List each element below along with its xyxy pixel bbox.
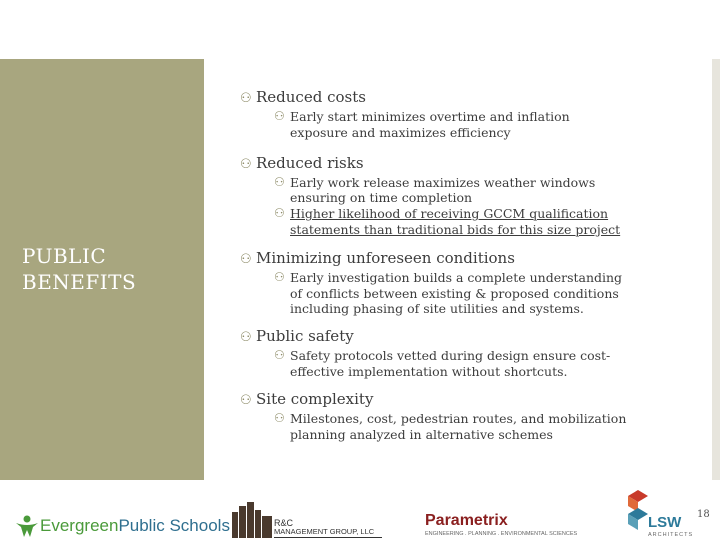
bullet-heading-text: Reduced risks <box>256 153 364 172</box>
sub-bullet <box>240 270 670 317</box>
bullet-heading <box>240 327 670 346</box>
bullet-list <box>240 88 670 442</box>
sub-bullet-icon: ⚇ <box>274 109 285 123</box>
sub-bullet-line: Higher likelihood of receiving GCCM qualification <box>290 206 609 222</box>
evergreen-word: Evergreen <box>40 516 119 535</box>
evergreen-logo-text <box>40 516 230 536</box>
sub-bullet-line: statements than traditional bids for this size project <box>290 221 621 237</box>
parametrix-tagline: ENGINEERING . PLANNING . ENVIRONMENTAL SCIENCES <box>425 531 578 537</box>
sub-bullet-line: ensuring on time completion <box>290 190 473 206</box>
bullet-heading-text: Reduced costs <box>256 88 366 106</box>
lsw-mark-icon <box>626 490 650 530</box>
sub-bullet-line: Early start minimizes overtime and inflation <box>290 109 570 124</box>
logo-footer <box>0 480 720 540</box>
sub-bullet-icon: ⚇ <box>274 206 285 221</box>
sub-bullet-icon: ⚇ <box>274 269 285 284</box>
sub-bullet-icon: ⚇ <box>274 348 285 363</box>
page-number: 18 <box>697 509 710 520</box>
sub-bullet <box>240 109 670 141</box>
sub-bullet-icon: ⚇ <box>274 410 285 425</box>
bullet-heading-text: Public safety <box>256 327 354 346</box>
evergreen-figure-icon <box>14 514 40 538</box>
section-title-line-1: PUBLIC <box>22 244 107 268</box>
sub-bullet-line: effective implementation without shortcuts. <box>290 363 568 379</box>
sub-bullet-line: Safety protocols vetted during design ensure cost- <box>290 348 611 364</box>
sub-bullet-line: planning analyzed in alternative schemes <box>290 426 553 442</box>
sub-bullet <box>240 348 670 380</box>
section-title-line-2: BENEFITS <box>22 270 137 294</box>
sub-bullet-line: Early work release maximizes weather windows <box>290 174 596 190</box>
rc-line-1: R&C <box>274 518 294 528</box>
bullet-heading <box>240 390 670 409</box>
rc-underline <box>274 537 382 538</box>
sub-bullet-line: including phasing of site utilities and systems. <box>290 301 584 317</box>
sub-bullet <box>240 206 670 238</box>
lsw-tagline: ARCHITECTS <box>648 532 694 538</box>
sub-bullet <box>240 411 670 443</box>
right-rule <box>712 59 720 480</box>
sub-bullet-icon: ⚇ <box>274 174 285 189</box>
sub-bullet-line: exposure and maximizes efficiency <box>290 124 511 140</box>
bullet-heading <box>240 88 670 107</box>
bullet-heading-text: Site complexity <box>256 389 374 408</box>
sub-bullet <box>240 175 670 207</box>
parametrix-logo <box>425 512 595 538</box>
bullet-icon: ⚇ <box>240 392 252 408</box>
bullet-heading-text: Minimizing unforeseen conditions <box>256 248 515 267</box>
sub-bullet-line: Milestones, cost, pedestrian routes, and mobilization <box>290 410 627 426</box>
sub-bullet-line: Early investigation builds a complete understanding <box>290 269 623 285</box>
building-icon <box>230 502 274 538</box>
public-schools-word: Public Schools <box>118 516 230 535</box>
bullet-icon: ⚇ <box>240 251 252 267</box>
bullet-icon: ⚇ <box>240 91 252 106</box>
lsw-name: LSW <box>648 514 682 531</box>
bullet-heading <box>240 249 670 268</box>
bullet-heading <box>240 154 670 173</box>
rc-logo <box>230 502 385 538</box>
sub-bullet-line: of conflicts between existing & proposed conditions <box>290 285 619 301</box>
bullet-icon: ⚇ <box>240 330 252 346</box>
bullet-icon: ⚇ <box>240 156 252 172</box>
rc-line-2: MANAGEMENT GROUP, LLC <box>274 527 375 536</box>
evergreen-logo <box>14 514 230 538</box>
parametrix-name: Parametrix <box>425 512 508 529</box>
section-title <box>22 243 136 295</box>
lsw-logo <box>626 490 696 540</box>
